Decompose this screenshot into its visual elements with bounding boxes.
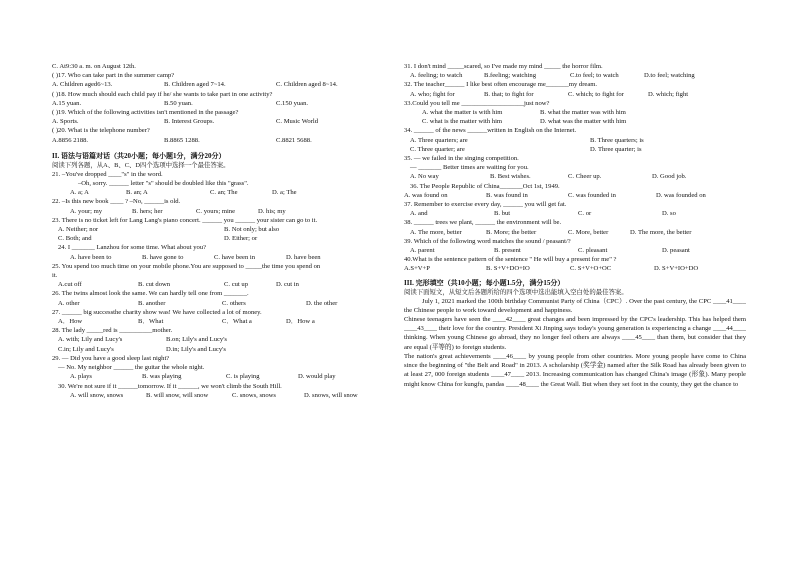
question-38: 38. ______ trees we plant, ______ the environment will be. — [404, 219, 562, 227]
option: C. yours; mine — [196, 207, 236, 215]
option: D. the other — [306, 299, 338, 307]
answer-line: C. At9:30 a. m. on August 12th. — [52, 63, 136, 70]
option: D. Three quarter; is — [590, 145, 642, 153]
option: D. have been — [286, 253, 321, 261]
options-38 — [404, 228, 746, 237]
options-33a — [404, 108, 746, 117]
option: C. Three quarter; are — [410, 145, 465, 153]
option: D. snows, will snow — [304, 391, 358, 399]
option: D. what was the matter with him — [540, 118, 627, 126]
options-21 — [52, 188, 388, 197]
question-21: 21. –You've dropped ____"s" in the word. — [52, 170, 163, 178]
question-30: 30. We're not sure if it ______tomorrow. If it ______, we won't climb the South Hill. — [58, 382, 282, 390]
options-34a — [404, 136, 746, 145]
option: C. More, better — [568, 228, 609, 236]
option: A. plays — [70, 373, 92, 381]
option: D. Either; or — [224, 235, 258, 243]
option: A.8856 2188. — [52, 136, 89, 144]
question-23: 23. There is no ticket left for Lang Lang's piano concert. ______ you ______ your sister can go to it. — [52, 216, 318, 224]
option: C. what is the matter with him — [422, 118, 503, 126]
cloze-paragraph-3: The nation's great achievements ____46____ by young people from other countries. More young people have come to China since the beginning of "the Belt and Road" in 2013. A scholarship (奖学金) named after the Silk Road has already been given to at least 27, 000 foreign students ____47____ 2013. Increasing communication has changed China's image (形象). Many people might know China for kungfu, pandas ____48____ the Great Wall. But when they set foot in the county, they get the chance to — [404, 352, 746, 388]
options-35 — [404, 172, 746, 181]
question-40: 40.What is the sentence pattern of the sentence " He will buy a present for me" ? — [404, 256, 617, 264]
section-3-instruction: 阅读下面短文，从短文后各题所给的四个选项中选出能填入空白处的最佳答案。 — [404, 288, 628, 296]
option: C.8821 5688. — [276, 136, 312, 144]
question-19: ( )19. Which of the following activities isn't mentioned in the passage? — [52, 109, 239, 117]
option: A. your; my — [70, 207, 103, 215]
option: B. was found in — [486, 191, 528, 199]
question-25-cont: it. — [52, 272, 58, 280]
options-30 — [52, 391, 388, 400]
option: C. have been in — [214, 253, 256, 261]
option: B. Not only; but also — [224, 226, 280, 234]
option: D. Good job. — [652, 173, 687, 181]
option: D. a; The — [272, 189, 297, 197]
question-29: 29. — Did you have a good sleep last night? — [52, 354, 170, 362]
option: C.150 yuan. — [276, 99, 309, 107]
option: B. Three quarters; is — [590, 136, 644, 144]
options-28a — [52, 335, 388, 344]
right-column — [404, 62, 746, 389]
option: B.on; Lily's and Lucy's — [166, 336, 227, 344]
option: C. was founded in — [568, 191, 616, 199]
option: B. Interest Groups. — [164, 118, 215, 126]
option: D. cut in — [276, 281, 299, 289]
question-39: 39. Which of the following word matches the sound / peasant/? — [404, 237, 571, 245]
option: A．How — [58, 318, 83, 326]
options-29 — [52, 372, 388, 381]
options-25 — [52, 280, 388, 289]
option: C. which; to fight for — [568, 90, 624, 98]
question-29-reply: — No. My neighbor ______ the guitar the whole night. — [58, 364, 205, 372]
options-34b — [404, 145, 746, 154]
option: A. parent — [410, 247, 435, 255]
section-2-title: II. 语法与语篇对话（共20小题；每小题1分，满分20分） — [52, 151, 226, 160]
option: A.15 yuan. — [52, 99, 82, 107]
option: C. an; The — [210, 189, 238, 197]
option: B. present — [494, 247, 521, 255]
question-34: 34. ______ of the news ______written in English on the Internet. — [404, 127, 577, 135]
option: A. Children aged6~13. — [52, 81, 113, 89]
option: A. Sports. — [52, 118, 79, 126]
options-37 — [404, 209, 746, 218]
option: D. would play — [298, 373, 336, 381]
option: B. will snow, will snow — [146, 391, 209, 399]
option: C. Both; and — [58, 235, 92, 243]
section-3-title: III. 完形填空（共10小题；每小题1.5分，满分15分） — [404, 278, 565, 287]
options-32 — [404, 90, 746, 99]
option: A. The more, better — [410, 228, 462, 236]
question-35: 35. — we failed in the singing competition. — [404, 155, 519, 163]
option: B．What — [138, 318, 164, 326]
option: C. others — [222, 299, 246, 307]
question-37: 37. Remember to exercise every day, ______ you will get fat. — [404, 201, 567, 209]
options-26 — [52, 299, 388, 308]
option: C. is playing — [226, 373, 260, 381]
option: A. a; A — [70, 189, 89, 197]
option: A. other — [58, 299, 80, 307]
options-17 — [52, 80, 388, 89]
option: B.50 yuan. — [164, 99, 193, 107]
option: D. S+V+IO+DO — [654, 265, 699, 273]
option: A.cut off — [58, 281, 82, 289]
options-33b — [404, 117, 746, 126]
option: C.in; Lily and Lucy's — [58, 345, 114, 353]
option: A. Neither; nor — [58, 226, 99, 234]
question-17: ( )17. Who can take part in the summer camp? — [52, 72, 175, 80]
question-25: 25. You spend too much time on your mobile phone.You are supposed to _____the time you spend on — [52, 262, 321, 270]
option: B. but — [494, 210, 511, 218]
option: B.8865 1288. — [164, 136, 200, 144]
cloze-paragraph-2: Chinese teenagers have seen the ____42____ great changes and been impressed by the CPC's leadership. This has helped them ____43____ their love for the country. President Xi Jinping says today's young generation is experiencing a change ____44____ thinking. When young Chinese go abroad, they no longer feel others are always ____45____ than them, but consider that they are equal (平等的) to foreign students. — [404, 316, 746, 351]
question-20: ( )20. What is the telephone number? — [52, 127, 150, 135]
question-32: 32. The teacher______ I like best often encourage me_______my dream. — [404, 81, 598, 89]
option: C. Children aged 8~14. — [276, 81, 338, 89]
option: D. peasant — [662, 247, 690, 255]
question-35-reply: — _______ Better times are waiting for you. — [410, 164, 529, 172]
option: A. and — [410, 210, 428, 218]
option: D．How a — [286, 318, 315, 326]
option: A. what the matter is with him — [422, 109, 503, 117]
option: B. S+V+DO+IO — [486, 265, 530, 273]
option: D. his; my — [258, 207, 286, 215]
question-21-reply: –Oh, sorry. ______ letter "s" should be doubled like this "grass". — [78, 180, 249, 188]
option: D. was founded on — [656, 191, 706, 199]
options-23a — [52, 225, 388, 234]
options-36 — [404, 191, 746, 200]
question-18: ( )18. How much should each child pay if he/ she wants to take part in one activity? — [52, 90, 273, 98]
options-24 — [52, 253, 388, 262]
section-2-instruction: 阅读下列各题，从A、B、C、D四个选项中选择一个最佳答案。 — [52, 161, 230, 169]
option: D. so — [662, 210, 676, 218]
options-18 — [52, 99, 388, 108]
option: B. an; A — [126, 189, 148, 197]
options-20 — [52, 136, 388, 145]
option: C. cut up — [224, 281, 248, 289]
option: B. Best wishes. — [490, 173, 531, 181]
left-column — [52, 62, 388, 400]
options-28b — [52, 345, 388, 354]
option: B. another — [138, 299, 166, 307]
option: C. snows, snows — [232, 391, 276, 399]
option: B. cut down — [138, 281, 171, 289]
options-31 — [404, 71, 746, 80]
option: A. with; Lily and Lucy's — [58, 336, 123, 344]
option: A. will snow, snows — [70, 391, 124, 399]
cloze-paragraph-1: July 1, 2021 marked the 100th birthday Communist Party of China（CPC）. Over the past century, the CPC ____41____ the Chinese people to work toward development and happiness. — [404, 297, 746, 314]
question-26: 26. The twins almost look the same. We can hardly tell one from _______. — [52, 290, 249, 298]
question-33: 33.Could you tell me ___________________just now? — [404, 99, 550, 107]
options-39 — [404, 246, 746, 255]
options-19 — [52, 117, 388, 126]
option: B. was playing — [142, 373, 182, 381]
options-40 — [404, 264, 746, 273]
option: B. More; the better — [486, 228, 537, 236]
option: D. The more, the better — [630, 228, 692, 236]
option: D. which; fight — [648, 90, 689, 98]
question-28: 28. The lady _____red is __________mother. — [52, 327, 173, 335]
option: B. Children aged 7~14. — [164, 81, 226, 89]
question-24: 24. I _______ Lanzhou for some time. What about you? — [58, 244, 207, 252]
option: C. S+V+O+OC — [570, 265, 612, 273]
option: C. Music World — [276, 118, 319, 126]
option: A.S+V+P — [404, 265, 430, 273]
option: D.to feel; watching — [644, 72, 695, 80]
option: A. No way — [410, 173, 439, 181]
question-31: 31. I don't mind _____scared, so I've made my mind _____ the horror film. — [404, 63, 603, 70]
option: B.feeling; watching — [484, 72, 537, 80]
option: A. have been to — [70, 253, 112, 261]
option: A. who; fight for — [410, 90, 455, 98]
option: A. feeling; to watch — [410, 72, 463, 80]
option: B. have gone to — [142, 253, 184, 261]
option: C. Cheer up. — [568, 173, 602, 181]
options-22 — [52, 207, 388, 216]
option: B. hers; her — [132, 207, 163, 215]
question-36: 36. The People Republic of China_______Oct 1st, 1949. — [410, 182, 560, 190]
option: C.to feel; to watch — [570, 72, 619, 80]
option: A. was found on — [404, 191, 448, 199]
option: B. what the matter was with him — [540, 109, 626, 117]
option: B. that; to fight for — [484, 90, 534, 98]
option: A. Three quarters; are — [410, 136, 468, 144]
option: D.in; Lily's and Lucy's — [166, 345, 226, 353]
question-22: 22. –Is this new book ____ ? –No, ______is old. — [52, 198, 181, 206]
options-27 — [52, 317, 388, 326]
option: C．What a — [222, 318, 252, 326]
question-27: 27. ______ big successthe charity show was! We have collected a lot of money. — [52, 308, 262, 316]
options-23b — [52, 234, 388, 243]
option: C. pleasant — [578, 247, 608, 255]
option: C. or — [578, 210, 592, 218]
